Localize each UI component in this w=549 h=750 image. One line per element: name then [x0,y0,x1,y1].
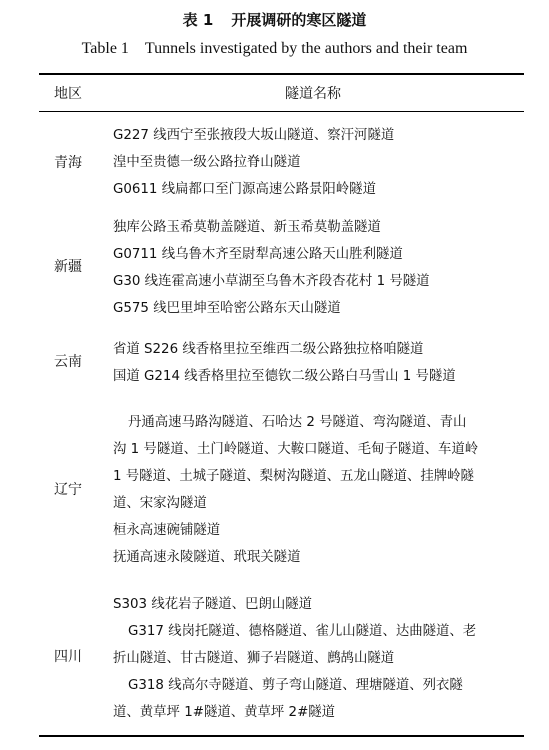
region-cell: 四川 [54,649,82,665]
region-cell: 辽宁 [54,482,82,498]
region-cell: 云南 [54,354,82,370]
tunnel-name-line: 湟中至贵德一级公路拉脊山隧道 [113,155,301,170]
tunnel-name-line: 1 号隧道、土城子隧道、梨树沟隧道、五龙山隧道、挂牌岭隧 [113,469,474,484]
tunnel-name-line: G575 线巴里坤至哈密公路东天山隧道 [113,301,341,316]
table-caption-en [0,40,549,58]
tunnel-name-line: G317 线岗托隧道、德格隧道、雀儿山隧道、达曲隧道、老 [128,624,477,639]
tunnel-name-line: G318 线高尔寺隧道、剪子弯山隧道、理塘隧道、列衣隧 [128,678,463,693]
tunnel-name-line: 道、黄草坪 1#隧道、黄草坪 2#隧道 [113,705,336,720]
tunnel-name-line: 折山隧道、甘古隧道、狮子岩隧道、鹧鸪山隧道 [113,651,395,666]
header-tunnel-name: 隧道名称 [285,86,341,102]
tunnel-name-line: 沟 1 号隧道、土门岭隧道、大鞍口隧道、毛甸子隧道、车道岭 [113,442,479,457]
table-bottom-rule [39,735,524,737]
table-title-cn: 开展调研的寒区隧道 [231,11,367,29]
tunnel-name-line: 丹通高速马路沟隧道、石哈达 2 号隧道、弯沟隧道、青山 [128,415,467,430]
tunnel-name-line: 桓永高速碗铺隧道 [113,523,221,538]
tunnel-name-line: 国道 G214 线香格里拉至德钦二级公路白马雪山 1 号隧道 [113,369,456,384]
tunnel-name-line: 独库公路玉希莫勒盖隧道、新玉希莫勒盖隧道 [113,220,381,235]
header-region: 地区 [54,86,82,102]
tunnel-name-line: 道、宋家沟隧道 [113,496,207,511]
tunnel-name-line: S303 线花岩子隧道、巴朗山隧道 [113,597,313,612]
tunnel-name-line: G0611 线扁都口至门源高速公路景阳岭隧道 [113,182,376,197]
tunnel-name-line: G227 线西宁至张掖段大坂山隧道、察汗河隧道 [113,128,395,143]
header-rule [39,111,524,112]
region-cell: 青海 [54,155,82,171]
table-label-cn: 表 1 [182,11,214,29]
table-title-en: Tunnels investigated by the authors and their team [144,40,468,57]
tunnel-name-line: G30 线连霍高速小草湖至乌鲁木齐段杏花村 1 号隧道 [113,274,430,289]
table-top-rule [39,73,524,75]
region-cell: 新疆 [54,259,82,275]
tunnel-name-line: 省道 S226 线香格里拉至维西二级公路独拉格咱隧道 [113,342,424,357]
tunnel-name-line: 抚通高速永陵隧道、玳珉关隧道 [113,550,301,565]
table-caption-cn [0,9,549,30]
table-label-en: Table 1 [81,40,129,57]
tunnel-name-line: G0711 线乌鲁木齐至尉犁高速公路天山胜利隧道 [113,247,403,262]
